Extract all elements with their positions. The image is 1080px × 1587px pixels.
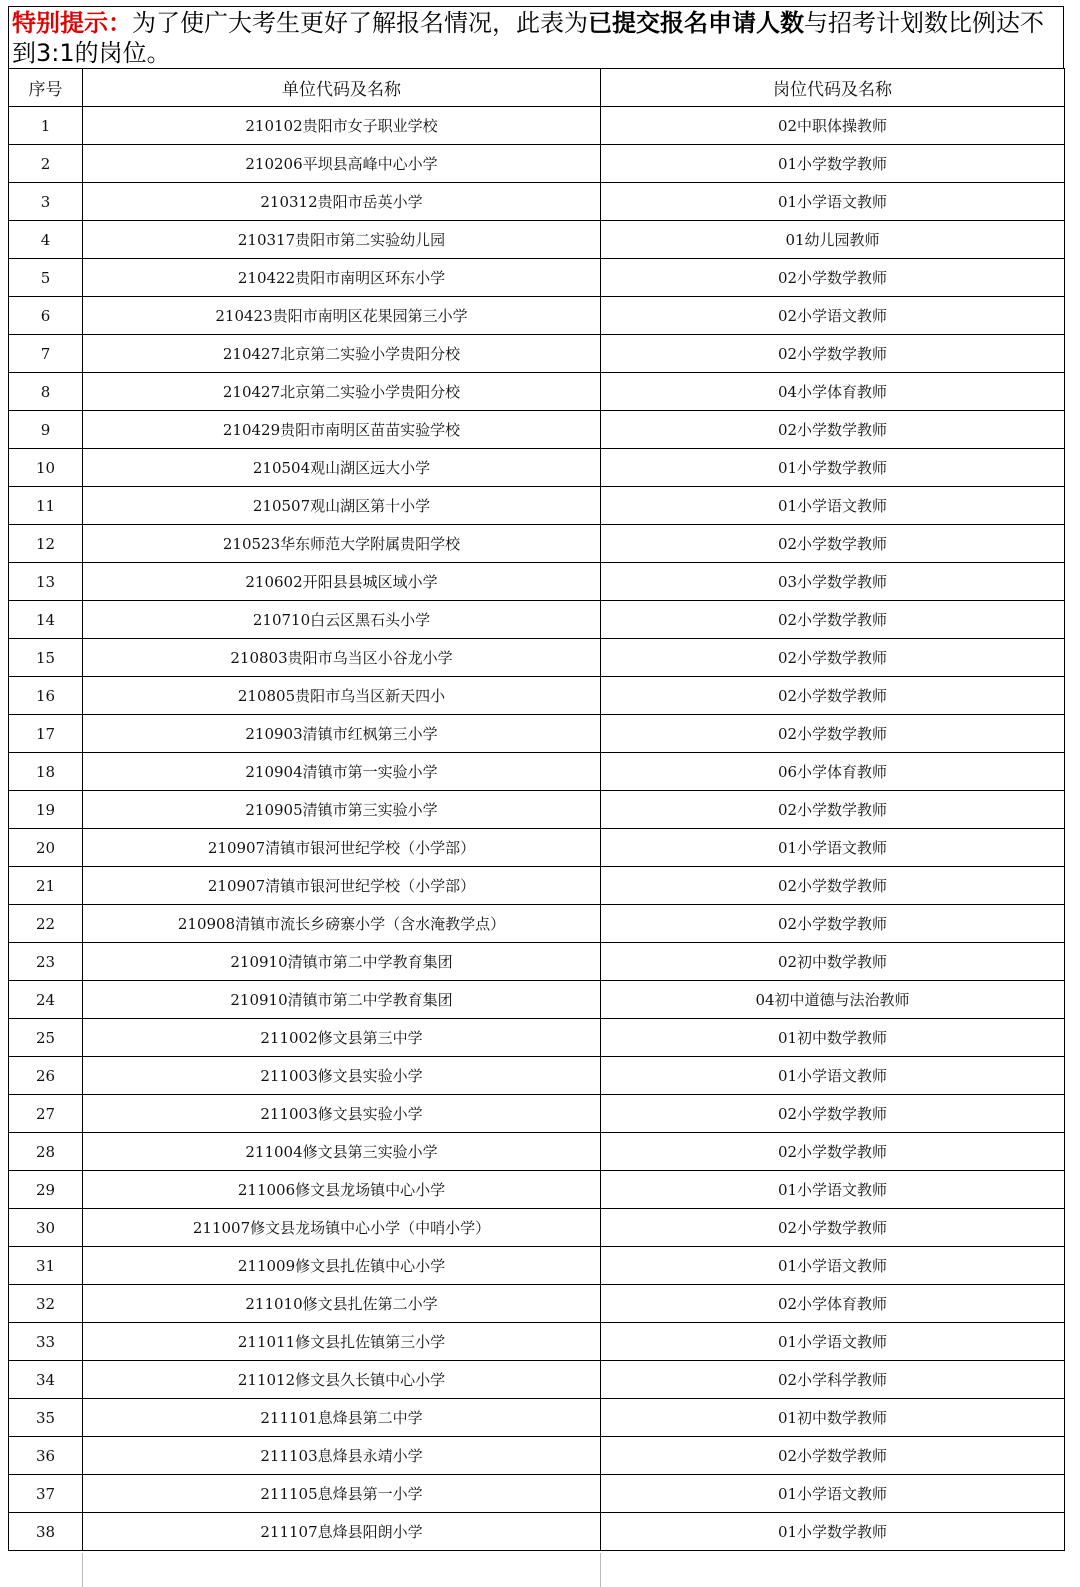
table-row — [9, 525, 1065, 563]
cell-position[interactable]: 02小学体育教师 — [601, 1285, 1065, 1323]
cell-index[interactable]: 33 — [9, 1323, 83, 1361]
table-row — [9, 943, 1065, 981]
table-row — [9, 677, 1065, 715]
cell-position[interactable]: 01幼儿园教师 — [601, 221, 1065, 259]
empty-row-stub — [8, 1553, 1064, 1587]
notice-text-bold: 已提交报名申请人数 — [588, 9, 804, 37]
table-body — [9, 107, 1065, 1551]
cell-position[interactable]: 02小学数学教师 — [601, 905, 1065, 943]
cell-unit[interactable]: 211004修文县第三实验小学 — [83, 1133, 601, 1171]
cell-position[interactable]: 02小学数学教师 — [601, 677, 1065, 715]
cell-unit[interactable]: 210710白云区黑石头小学 — [83, 601, 601, 639]
cell-index[interactable]: 38 — [9, 1513, 83, 1551]
cell-unit[interactable]: 211009修文县扎佐镇中心小学 — [83, 1247, 601, 1285]
cell-position[interactable]: 01小学语文教师 — [601, 183, 1065, 221]
cell-unit[interactable]: 211003修文县实验小学 — [83, 1095, 601, 1133]
cell-position[interactable]: 02小学数学教师 — [601, 791, 1065, 829]
cell-position[interactable]: 01小学语文教师 — [601, 1057, 1065, 1095]
table-row — [9, 1057, 1065, 1095]
cell-position[interactable]: 02小学数学教师 — [601, 1209, 1065, 1247]
cell-index[interactable]: 14 — [9, 601, 83, 639]
table-row — [9, 715, 1065, 753]
table-row — [9, 1019, 1065, 1057]
cell-unit[interactable]: 211003修文县实验小学 — [83, 1057, 601, 1095]
cell-position[interactable]: 01小学语文教师 — [601, 1247, 1065, 1285]
cell-unit[interactable]: 210803贵阳市乌当区小谷龙小学 — [83, 639, 601, 677]
table-row — [9, 373, 1065, 411]
cell-index[interactable]: 9 — [9, 411, 83, 449]
table-row — [9, 1171, 1065, 1209]
cell-unit[interactable]: 210903清镇市红枫第三小学 — [83, 715, 601, 753]
cell-unit[interactable]: 211101息烽县第二中学 — [83, 1399, 601, 1437]
cell-unit[interactable]: 211103息烽县永靖小学 — [83, 1437, 601, 1475]
cell-unit[interactable]: 210910清镇市第二中学教育集团 — [83, 943, 601, 981]
cell-unit[interactable]: 210602开阳县县城区域小学 — [83, 563, 601, 601]
cell-unit[interactable]: 211105息烽县第一小学 — [83, 1475, 601, 1513]
cell-index[interactable]: 18 — [9, 753, 83, 791]
table-row — [9, 221, 1065, 259]
cell-unit[interactable]: 210206平坝县高峰中心小学 — [83, 145, 601, 183]
cell-index[interactable]: 29 — [9, 1171, 83, 1209]
cell-unit[interactable]: 210908清镇市流长乡磅寨小学（含水淹教学点） — [83, 905, 601, 943]
cell-position[interactable]: 02小学科学教师 — [601, 1361, 1065, 1399]
cell-index[interactable]: 20 — [9, 829, 83, 867]
table-row — [9, 1209, 1065, 1247]
cell-index[interactable]: 17 — [9, 715, 83, 753]
header-unit[interactable]: 单位代码及名称 — [83, 69, 601, 107]
cell-index[interactable]: 12 — [9, 525, 83, 563]
cell-position[interactable]: 01小学语文教师 — [601, 1171, 1065, 1209]
cell-index[interactable]: 7 — [9, 335, 83, 373]
cell-unit[interactable]: 211006修文县龙场镇中心小学 — [83, 1171, 601, 1209]
table-row — [9, 145, 1065, 183]
cell-position[interactable]: 01小学语文教师 — [601, 487, 1065, 525]
table-row — [9, 905, 1065, 943]
cell-index[interactable]: 23 — [9, 943, 83, 981]
cell-position[interactable]: 02小学数学教师 — [601, 639, 1065, 677]
table-row — [9, 1513, 1065, 1551]
cell-index[interactable]: 26 — [9, 1057, 83, 1095]
cell-unit[interactable]: 210102贵阳市女子职业学校 — [83, 107, 601, 145]
notice-text-2: 与招考计划数比例达不到3:1的岗位。 — [12, 9, 1044, 67]
cell-index[interactable]: 24 — [9, 981, 83, 1019]
cell-position[interactable]: 02小学数学教师 — [601, 1095, 1065, 1133]
cell-index[interactable]: 30 — [9, 1209, 83, 1247]
cell-unit[interactable]: 210805贵阳市乌当区新天四小 — [83, 677, 601, 715]
cell-unit[interactable]: 211107息烽县阳朗小学 — [83, 1513, 601, 1551]
table-row — [9, 1133, 1065, 1171]
cell-position[interactable]: 01小学数学教师 — [601, 449, 1065, 487]
table-row — [9, 1399, 1065, 1437]
cell-unit[interactable]: 210427北京第二实验小学贵阳分校 — [83, 373, 601, 411]
cell-position[interactable]: 02初中数学教师 — [601, 943, 1065, 981]
table-row — [9, 297, 1065, 335]
cell-index[interactable]: 2 — [9, 145, 83, 183]
cell-position[interactable]: 02小学数学教师 — [601, 525, 1065, 563]
table-row — [9, 449, 1065, 487]
cell-unit[interactable]: 210910清镇市第二中学教育集团 — [83, 981, 601, 1019]
cell-index[interactable]: 34 — [9, 1361, 83, 1399]
cell-position[interactable]: 02小学数学教师 — [601, 867, 1065, 905]
cell-position[interactable]: 04小学体育教师 — [601, 373, 1065, 411]
cell-position[interactable]: 02中职体操教师 — [601, 107, 1065, 145]
cell-index[interactable]: 16 — [9, 677, 83, 715]
table-row — [9, 183, 1065, 221]
cell-position[interactable]: 01小学语文教师 — [601, 829, 1065, 867]
table-row — [9, 1437, 1065, 1475]
header-position[interactable]: 岗位代码及名称 — [601, 69, 1065, 107]
cell-position[interactable]: 01小学数学教师 — [601, 145, 1065, 183]
cell-index[interactable]: 10 — [9, 449, 83, 487]
table-row — [9, 981, 1065, 1019]
cell-index[interactable]: 36 — [9, 1437, 83, 1475]
table-row — [9, 1361, 1065, 1399]
table-row — [9, 411, 1065, 449]
cell-position[interactable]: 02小学数学教师 — [601, 259, 1065, 297]
cell-unit[interactable]: 211002修文县第三中学 — [83, 1019, 601, 1057]
cell-unit[interactable]: 211011修文县扎佐镇第三小学 — [83, 1323, 601, 1361]
cell-unit[interactable]: 210523华东师范大学附属贵阳学校 — [83, 525, 601, 563]
cell-index[interactable]: 21 — [9, 867, 83, 905]
cell-index[interactable]: 4 — [9, 221, 83, 259]
cell-index[interactable]: 5 — [9, 259, 83, 297]
cell-index[interactable]: 1 — [9, 107, 83, 145]
cell-position[interactable]: 01小学语文教师 — [601, 1475, 1065, 1513]
cell-unit[interactable]: 210904清镇市第一实验小学 — [83, 753, 601, 791]
cell-index[interactable]: 22 — [9, 905, 83, 943]
table-row — [9, 335, 1065, 373]
cell-position[interactable]: 01小学数学教师 — [601, 1513, 1065, 1551]
cell-index[interactable]: 25 — [9, 1019, 83, 1057]
cell-index[interactable]: 31 — [9, 1247, 83, 1285]
cell-position[interactable]: 04初中道德与法治教师 — [601, 981, 1065, 1019]
cell-unit[interactable]: 210907清镇市银河世纪学校（小学部） — [83, 829, 601, 867]
cell-position[interactable]: 02小学数学教师 — [601, 335, 1065, 373]
table-row — [9, 1285, 1065, 1323]
table-row — [9, 1323, 1065, 1361]
table-row — [9, 791, 1065, 829]
cell-position[interactable]: 01小学语文教师 — [601, 1323, 1065, 1361]
table-row — [9, 563, 1065, 601]
cell-position[interactable]: 03小学数学教师 — [601, 563, 1065, 601]
cell-unit[interactable]: 211007修文县龙场镇中心小学（中哨小学） — [83, 1209, 601, 1247]
header-row — [9, 69, 1065, 107]
cell-index[interactable]: 19 — [9, 791, 83, 829]
cell-unit[interactable]: 210427北京第二实验小学贵阳分校 — [83, 335, 601, 373]
cell-unit[interactable]: 211012修文县久长镇中心小学 — [83, 1361, 601, 1399]
cell-position[interactable]: 06小学体育教师 — [601, 753, 1065, 791]
header-index[interactable]: 序号 — [9, 69, 83, 107]
cell-index[interactable]: 11 — [9, 487, 83, 525]
cell-unit[interactable]: 210504观山湖区远大小学 — [83, 449, 601, 487]
cell-position[interactable]: 01初中数学教师 — [601, 1399, 1065, 1437]
table-row — [9, 601, 1065, 639]
cell-unit[interactable]: 210312贵阳市岳英小学 — [83, 183, 601, 221]
cell-index[interactable]: 13 — [9, 563, 83, 601]
cell-index[interactable]: 8 — [9, 373, 83, 411]
cell-unit[interactable]: 210507观山湖区第十小学 — [83, 487, 601, 525]
cell-unit[interactable]: 211010修文县扎佐第二小学 — [83, 1285, 601, 1323]
cell-index[interactable]: 37 — [9, 1475, 83, 1513]
table-row — [9, 639, 1065, 677]
cell-index[interactable]: 15 — [9, 639, 83, 677]
cell-index[interactable]: 32 — [9, 1285, 83, 1323]
notice-label: 特别提示： — [12, 9, 132, 37]
cell-index[interactable]: 3 — [9, 183, 83, 221]
cell-position[interactable]: 02小学数学教师 — [601, 1437, 1065, 1475]
notice-text-1: 为了使广大考生更好了解报名情况，此表为 — [132, 9, 588, 37]
positions-table — [8, 68, 1065, 1551]
cell-index[interactable]: 6 — [9, 297, 83, 335]
cell-unit[interactable]: 210429贵阳市南明区苗苗实验学校 — [83, 411, 601, 449]
cell-index[interactable]: 28 — [9, 1133, 83, 1171]
cell-unit[interactable]: 210423贵阳市南明区花果园第三小学 — [83, 297, 601, 335]
cell-position[interactable]: 02小学数学教师 — [601, 715, 1065, 753]
cell-unit[interactable]: 210907清镇市银河世纪学校（小学部） — [83, 867, 601, 905]
special-notice — [8, 6, 1064, 68]
table-row — [9, 107, 1065, 145]
cell-position[interactable]: 02小学数学教师 — [601, 411, 1065, 449]
cell-position[interactable]: 02小学数学教师 — [601, 1133, 1065, 1171]
cell-position[interactable]: 02小学语文教师 — [601, 297, 1065, 335]
table-row — [9, 487, 1065, 525]
table-row — [9, 1475, 1065, 1513]
table-row — [9, 1247, 1065, 1285]
table-row — [9, 1095, 1065, 1133]
cell-index[interactable]: 35 — [9, 1399, 83, 1437]
cell-unit[interactable]: 210422贵阳市南明区环东小学 — [83, 259, 601, 297]
cell-index[interactable]: 27 — [9, 1095, 83, 1133]
table-row — [9, 867, 1065, 905]
cell-position[interactable]: 01初中数学教师 — [601, 1019, 1065, 1057]
table-row — [9, 753, 1065, 791]
table-row — [9, 259, 1065, 297]
table-row — [9, 829, 1065, 867]
cell-position[interactable]: 02小学数学教师 — [601, 601, 1065, 639]
cell-unit[interactable]: 210317贵阳市第二实验幼儿园 — [83, 221, 601, 259]
cell-unit[interactable]: 210905清镇市第三实验小学 — [83, 791, 601, 829]
